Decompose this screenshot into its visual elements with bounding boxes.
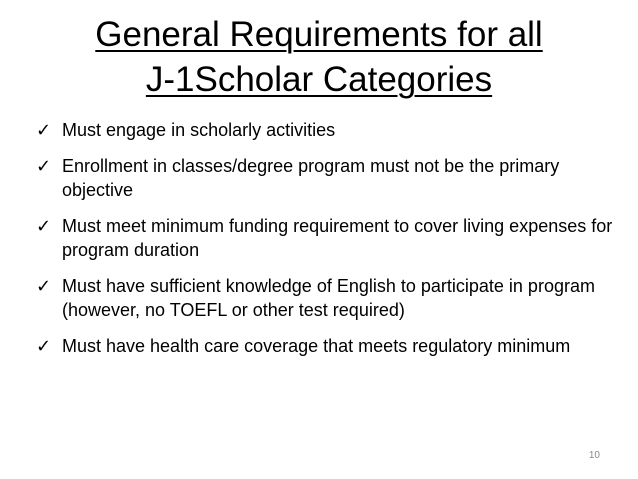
- list-item: [36, 214, 616, 262]
- slide-title: [0, 12, 638, 102]
- checkmark-icon: ✓: [36, 216, 52, 236]
- list-item-text: Must have sufficient knowledge of English to participate in program (however, no TOEFL or other test required): [62, 276, 595, 320]
- list-item-text: Must have health care coverage that meets regulatory minimum: [62, 336, 571, 356]
- list-item-text: Must meet minimum funding requirement to cover living expenses for program duration: [62, 216, 613, 260]
- checkmark-icon: ✓: [36, 276, 52, 296]
- slide-title-line-1: General Requirements for all: [95, 15, 543, 54]
- list-item: [36, 118, 616, 142]
- checkmark-icon: ✓: [36, 336, 52, 356]
- list-item-text: Must engage in scholarly activities: [62, 120, 336, 140]
- checkmark-icon: ✓: [36, 156, 52, 176]
- slide-title-line-2: J-1Scholar Categories: [145, 60, 493, 99]
- list-item: [36, 274, 616, 322]
- requirements-list: [36, 118, 616, 370]
- page-number: 10: [588, 450, 600, 461]
- list-item: [36, 334, 616, 358]
- list-item: [36, 154, 616, 202]
- list-item-text: Enrollment in classes/degree program must not be the primary objective: [62, 156, 560, 200]
- checkmark-icon: ✓: [36, 120, 52, 140]
